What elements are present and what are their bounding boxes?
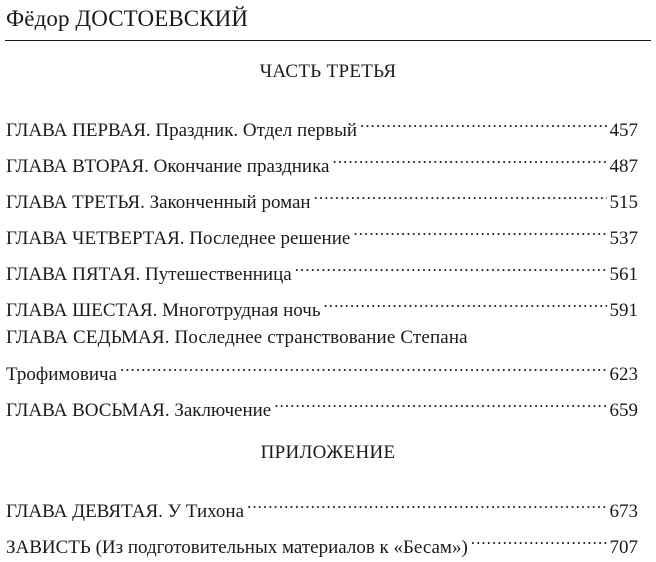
toc-entry-title-line1: ГЛАВА СЕДЬМАЯ. Последнее странствование Степана [6,327,468,348]
toc-entry-title-line2: Трофимовича [6,364,118,385]
toc-list-appendix [6,489,638,561]
section-title-appendix: ПРИЛОЖЕНИЕ [260,442,396,463]
toc-entry-page: 659 [609,400,638,421]
toc-entry-page: 515 [609,192,638,213]
dot-leader [353,216,606,244]
dot-leader [120,352,606,380]
toc-entry-page: 537 [609,228,638,249]
toc-entry-page: 707 [609,537,638,558]
toc-entry-title: ГЛАВА ШЕСТАЯ. Многотрудная ночь [6,300,321,321]
running-head: Фёдор ДОСТОЕВСКИЙ [6,6,249,31]
toc-entry-page: 623 [609,364,638,385]
toc-entry-page: 487 [609,156,638,177]
dot-leader [323,288,606,316]
toc-entry-title: ГЛАВА ЧЕТВЕРТАЯ. Последнее решение [6,228,351,249]
toc-entry-title: ЗАВИСТЬ (Из подготовительных материалов к «Бесам») [6,537,468,558]
dot-leader [471,525,607,553]
dot-leader [314,180,607,208]
section-title-part-three: ЧАСТЬ ТРЕТЬЯ [259,61,397,82]
toc-entry-title: ГЛАВА ТРЕТЬЯ. Законченный роман [6,192,311,213]
toc-entry [6,180,638,216]
toc-entry [6,489,638,525]
toc-entry [6,324,638,388]
dot-leader [274,388,606,416]
toc-entry [6,288,638,324]
dot-leader [332,144,606,172]
toc-entry [6,525,638,561]
toc-entry-page: 457 [609,120,638,141]
toc-entry-title: ГЛАВА ВТОРАЯ. Окончание праздника [6,156,330,177]
toc-entry [6,144,638,180]
toc-entry-page: 591 [609,300,638,321]
toc-entry [6,216,638,252]
toc-entry-title: ГЛАВА ПЕРВАЯ. Праздник. Отдел первый [6,120,358,141]
dot-leader [360,108,606,136]
toc-entry [6,108,638,144]
toc-entry [6,388,638,424]
toc-entry [6,252,638,288]
header-rule [5,40,651,41]
toc-entry-title: ГЛАВА ПЯТАЯ. Путешественница [6,264,292,285]
toc-entry-title: ГЛАВА ВОСЬМАЯ. Заключение [6,400,272,421]
toc-list-part-three [6,108,638,424]
dot-leader [295,252,607,280]
toc-entry-page: 673 [609,501,638,522]
toc-entry-title: ГЛАВА ДЕВЯТАЯ. У Тихона [6,501,245,522]
dot-leader [247,489,606,517]
toc-entry-page: 561 [609,264,638,285]
